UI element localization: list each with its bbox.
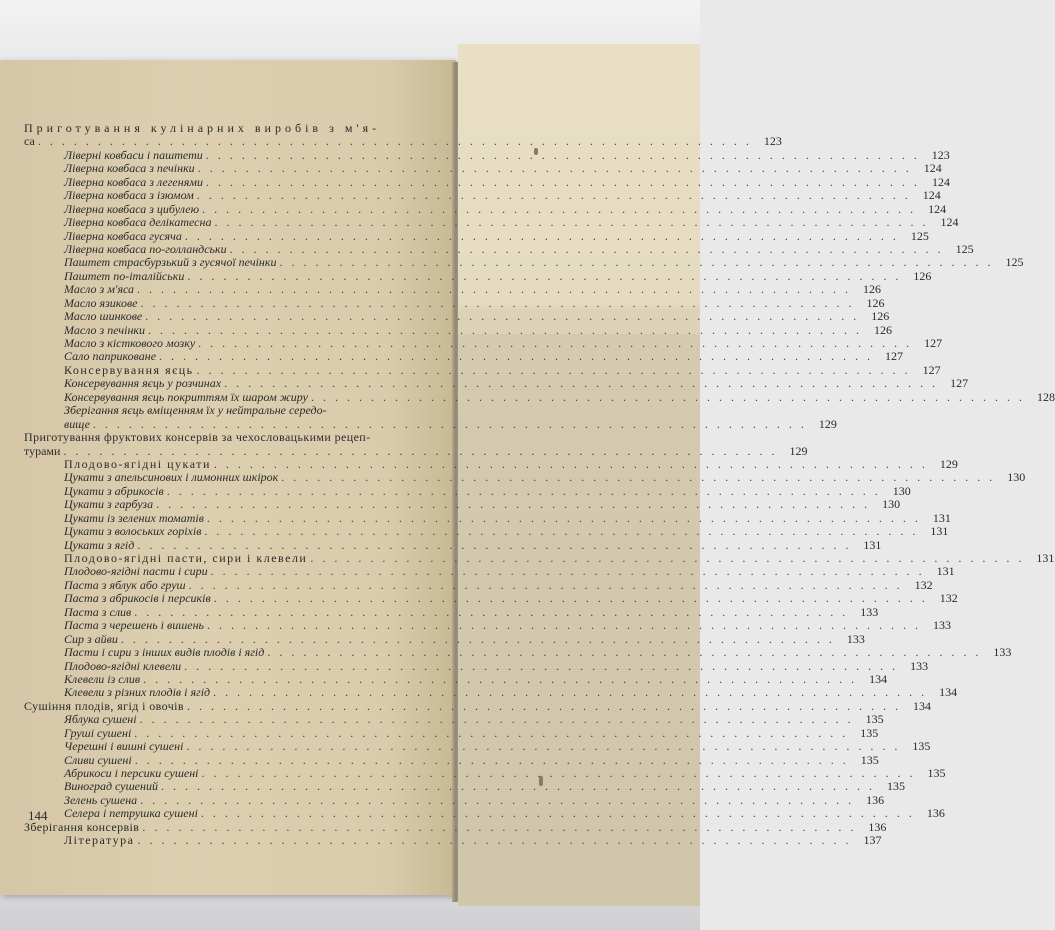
toc-entry-title: Паштет страсбурзький з гусячої печінки [64, 255, 277, 270]
toc-entry-page: 135 [860, 725, 879, 740]
toc-entry [24, 282, 882, 297]
toc-entry-page: 134 [912, 698, 931, 713]
dot-leader: . . . . . . . . . . . . . . . . . . . . . . . . . . . . . . . . . . . . . . . . . . . . . . . . . . . . . . . . . . . . [134, 752, 849, 767]
dot-leader: . . . . . . . . . . . . . . . . . . . . . . . . . . . . . . . . . . . . . . . . . . . . . . . . . . . . . . . . . . . . [279, 255, 994, 270]
dot-leader: . . . . . . . . . . . . . . . . . . . . . . . . . . . . . . . . . . . . . . . . . . . . . . . . . . . . . . . . . . . . [187, 268, 902, 283]
toc-entry-page: 127 [924, 336, 943, 350]
toc-entry [24, 456, 958, 471]
toc-entry-page: 129 [818, 416, 837, 431]
toc-entry-page: 123 [931, 147, 950, 162]
toc-entry-page: 133 [846, 631, 865, 646]
toc-entry-page: 132 [939, 591, 958, 606]
toc-entry-title: Абрикоси і персики сушені [64, 766, 199, 780]
dot-leader: . . . . . . . . . . . . . . . . . . . . . . . . . . . . . . . . . . . . . . . . . . . . . . . . . . . . . . . . . . . . [156, 497, 871, 512]
toc-entry-page: 129 [939, 456, 958, 471]
dot-leader: . . . . . . . . . . . . . . . . . . . . . . . . . . . . . . . . . . . . . . . . . . . . . . . . . . . . . . . . . . . . [137, 537, 852, 552]
toc-entry [24, 362, 941, 377]
toc-entry-title: Сир з айви [64, 631, 118, 646]
dot-leader: . . . . . . . . . . . . . . . . . . . . . . . . . . . . . . . . . . . . . . . . . . . . . . . . . . . . . . . . . . . . [281, 470, 996, 485]
dot-leader: . . . . . . . . . . . . . . . . . . . . . . . . . . . . . . . . . . . . . . . . . . . . . . . . . . . . . . . . . . . . [166, 483, 881, 498]
toc-entry [24, 470, 1026, 485]
toc-entry [24, 416, 837, 431]
dot-leader: . . . . . . . . . . . . . . . . . . . . . . . . . . . . . . . . . . . . . . . . . . . . . . . . . . . . . . . . . . . . [224, 376, 939, 391]
dot-leader: . . . . . . . . . . . . . . . . . . . . . . . . . . . . . . . . . . . . . . . . . . . . . . . . . . . . . . . . . . . . [201, 766, 916, 780]
toc-entry [24, 228, 929, 243]
toc-entry-page: 126 [863, 282, 882, 297]
toc-entry [24, 766, 946, 780]
toc-entry [24, 122, 440, 135]
toc-entry [24, 255, 1024, 270]
toc-entry-title: Черешні і вишні сушені [64, 739, 184, 754]
toc-entry-title: Ліверна ковбаса з печінки [64, 161, 195, 176]
dot-leader: . . . . . . . . . . . . . . . . . . . . . . . . . . . . . . . . . . . . . . . . . . . . . . . . . . . . . . . . . . . . [137, 282, 852, 297]
toc-entry-title: Яблука сушені [64, 712, 137, 727]
toc-entry-title: Плодово-ягідні клевели [64, 658, 182, 673]
toc-entry [24, 524, 949, 539]
toc-entry [24, 404, 440, 417]
toc-entry-page: 135 [912, 739, 931, 754]
toc-entry-page: 127 [950, 376, 969, 391]
toc-entry-title: Паста з слив [64, 604, 132, 619]
toc-entry-page: 124 [931, 174, 950, 189]
dot-leader: . . . . . . . . . . . . . . . . . . . . . . . . . . . . . . . . . . . . . . . . . . . . . . . . . . . . . . . . . . . . [213, 685, 928, 700]
toc-entry-page: 127 [885, 349, 904, 364]
toc-entry [24, 443, 808, 458]
toc-entry-page: 136 [866, 792, 885, 807]
toc-entry-title: Ліверна ковбаса з легенями [64, 174, 203, 189]
toc-entry-title: Консервування яєць покриттям їх шаром жиру [64, 389, 308, 404]
toc-entry [24, 389, 1055, 404]
toc-entry-page: 124 [928, 201, 947, 216]
toc-entry-page: 136 [868, 819, 887, 834]
dot-leader: . . . . . . . . . . . . . . . . . . . . . . . . . . . . . . . . . . . . . . . . . . . . . . . . . . . . . . . . . . . . [137, 833, 852, 848]
toc-entry-title: Цукати із зелених томатів [64, 510, 204, 525]
dot-leader: . . . . . . . . . . . . . . . . . . . . . . . . . . . . . . . . . . . . . . . . . . . . . . . . . . . . . . . . . . . . [159, 349, 874, 364]
toc-entry-title: Плодово-ягідні пасти, сири і клевели [64, 551, 308, 565]
toc-entry-title: Виноград сушений [64, 779, 158, 794]
toc-entry-title: Цукати з гарбуза [64, 497, 154, 512]
toc-entry [24, 134, 782, 149]
toc-entry-title: Консервування яєць у розчинах [64, 376, 222, 391]
toc-entry [24, 241, 974, 256]
dot-leader: . . . . . . . . . . . . . . . . . . . . . . . . . . . . . . . . . . . . . . . . . . . . . . . . . . . . . . . . . . . . [206, 510, 921, 525]
toc-entry-title: Паста з черешень і вишень [64, 618, 205, 633]
dot-leader: . . . . . . . . . . . . . . . . . . . . . . . . . . . . . . . . . . . . . . . . . . . . . . . . . . . . . . . . . . . . [197, 161, 912, 176]
toc-entry-title: са [24, 134, 35, 149]
page-number: 144 [28, 808, 48, 823]
toc-entry-page: 135 [927, 766, 946, 780]
dot-leader: . . . . . . . . . . . . . . . . . . . . . . . . . . . . . . . . . . . . . . . . . . . . . . . . . . . . . . . . . . . . [148, 322, 863, 337]
toc-entry [24, 268, 932, 283]
toc-entry-page: 135 [865, 712, 884, 727]
toc-entry-title: Масло з печінки [64, 322, 146, 337]
dot-leader: . . . . . . . . . . . . . . . . . . . . . . . . . . . . . . . . . . . . . . . . . . . . . . . . . . . . . . . . . . . . [134, 725, 849, 740]
dot-leader: . . . . . . . . . . . . . . . . . . . . . . . . . . . . . . . . . . . . . . . . . . . . . . . . . . . . . . . . . . . . [229, 241, 944, 256]
dot-leader: . . . . . . . . . . . . . . . . . . . . . . . . . . . . . . . . . . . . . . . . . . . . . . . . . . . . . . . . . . . . [310, 389, 1025, 404]
toc-entry-page: 126 [866, 295, 885, 310]
dot-leader: . . . . . . . . . . . . . . . . . . . . . . . . . . . . . . . . . . . . . . . . . . . . . . . . . . . . . . . . . . . . [37, 134, 752, 149]
dot-leader: . . . . . . . . . . . . . . . . . . . . . . . . . . . . . . . . . . . . . . . . . . . . . . . . . . . . . . . . . . . . [213, 591, 928, 606]
toc-entry-title: Сливи сушені [64, 752, 132, 767]
dot-leader: . . . . . . . . . . . . . . . . . . . . . . . . . . . . . . . . . . . . . . . . . . . . . . . . . . . . . . . . . . . . [142, 819, 857, 834]
dot-leader: . . . . . . . . . . . . . . . . . . . . . . . . . . . . . . . . . . . . . . . . . . . . . . . . . . . . . . . . . . . . [184, 658, 899, 673]
toc-entry-page: 124 [923, 161, 942, 176]
toc-entry-title: Клевели з різних плодів і ягід [64, 685, 211, 700]
toc-entry-title: Цукати з абрикосів [64, 483, 164, 498]
dot-leader: . . . . . . . . . . . . . . . . . . . . . . . . . . . . . . . . . . . . . . . . . . . . . . . . . . . . . . . . . . . . [186, 698, 901, 713]
toc-entry-page: 131 [932, 510, 951, 525]
dot-leader: . . . . . . . . . . . . . . . . . . . . . . . . . . . . . . . . . . . . . . . . . . . . . . . . . . . . . . . . . . . . [196, 188, 911, 203]
toc-entry-title: Селера і петрушка сушені [64, 806, 198, 821]
dot-leader: . . . . . . . . . . . . . . . . . . . . . . . . . . . . . . . . . . . . . . . . . . . . . . . . . . . . . . . . . . . . [139, 712, 854, 727]
dot-leader: . . . . . . . . . . . . . . . . . . . . . . . . . . . . . . . . . . . . . . . . . . . . . . . . . . . . . . . . . . . . [140, 295, 855, 310]
dot-leader: . . . . . . . . . . . . . . . . . . . . . . . . . . . . . . . . . . . . . . . . . . . . . . . . . . . . . . . . . . . . [92, 416, 807, 431]
toc-entry-title: Паста з яблук або груш [64, 577, 186, 592]
toc-entry-page: 125 [1005, 255, 1024, 270]
toc-entry [24, 336, 943, 350]
table-of-contents [24, 121, 1055, 848]
toc-entry-title: Ліверна ковбаса гусяча [64, 228, 182, 243]
toc-entry [24, 510, 951, 525]
toc-entry-page: 131 [1036, 551, 1055, 565]
toc-entry-title: Сало паприковане [64, 349, 157, 364]
toc-entry-page: 130 [882, 497, 901, 512]
dot-leader: . . . . . . . . . . . . . . . . . . . . . . . . . . . . . . . . . . . . . . . . . . . . . . . . . . . . . . . . . . . . [207, 618, 922, 633]
toc-entry-page: 128 [1036, 389, 1055, 404]
toc-entry [24, 725, 879, 740]
toc-entry [24, 792, 885, 807]
toc-entry-title: вище [64, 416, 90, 431]
dot-leader: . . . . . . . . . . . . . . . . . . . . . . . . . . . . . . . . . . . . . . . . . . . . . . . . . . . . . . . . . . . . [214, 215, 929, 230]
toc-entry-page: 131 [863, 537, 882, 552]
toc-entry [24, 376, 969, 391]
toc-entry [24, 833, 882, 848]
toc-entry-page: 132 [914, 577, 933, 592]
toc-entry [24, 147, 950, 162]
toc-entry-page: 124 [940, 215, 959, 230]
toc-entry-page: 127 [922, 362, 941, 377]
toc-entry-page: 126 [913, 268, 932, 283]
toc-entry [24, 658, 929, 673]
toc-entry [24, 201, 947, 216]
toc-entry [24, 685, 958, 700]
toc-entry-page: 133 [993, 645, 1012, 660]
toc-entry-title: Ліверна ковбаса з ізюмом [64, 188, 194, 203]
dot-leader: . . . . . . . . . . . . . . . . . . . . . . . . . . . . . . . . . . . . . . . . . . . . . . . . . . . . . . . . . . . . [210, 564, 925, 579]
toc-entry-title: Зберігання консервів [24, 819, 140, 834]
toc-entry [24, 174, 950, 189]
toc-entry-title: Консервування яєць [64, 362, 194, 377]
toc-entry-title: Приготування кулінарних виробів з м'я- [24, 121, 381, 135]
toc-entry [24, 752, 879, 767]
toc-entry-page: 130 [1007, 470, 1026, 485]
toc-entry-page: 130 [892, 483, 911, 498]
toc-entry [24, 431, 440, 444]
toc-entry-page: 135 [860, 752, 879, 767]
dot-leader: . . . . . . . . . . . . . . . . . . . . . . . . . . . . . . . . . . . . . . . . . . . . . . . . . . . . . . . . . . . . [160, 779, 875, 794]
toc-entry-title: турами [24, 443, 61, 458]
toc-entry [24, 322, 893, 337]
dot-leader: . . . . . . . . . . . . . . . . . . . . . . . . . . . . . . . . . . . . . . . . . . . . . . . . . . . . . . . . . . . . [267, 645, 982, 660]
toc-entry [24, 712, 884, 727]
toc-entry [24, 591, 958, 606]
toc-entry [24, 577, 933, 592]
dot-leader: . . . . . . . . . . . . . . . . . . . . . . . . . . . . . . . . . . . . . . . . . . . . . . . . . . . . . . . . . . . . [63, 443, 778, 458]
toc-entry-page: 131 [930, 524, 949, 539]
toc-entry-page: 134 [939, 685, 958, 700]
toc-entry [24, 631, 865, 646]
dot-leader: . . . . . . . . . . . . . . . . . . . . . . . . . . . . . . . . . . . . . . . . . . . . . . . . . . . . . . . . . . . . [145, 309, 860, 324]
toc-entry-page: 125 [910, 228, 929, 243]
toc-entry [24, 483, 911, 498]
dot-leader: . . . . . . . . . . . . . . . . . . . . . . . . . . . . . . . . . . . . . . . . . . . . . . . . . . . . . . . . . . . . [205, 174, 920, 189]
toc-entry [24, 671, 888, 686]
toc-entry-title: Масло шинкове [64, 309, 143, 324]
toc-entry-title: Масло з м'яса [64, 282, 135, 297]
toc-entry-title: Ліверна ковбаса по-голландськи [64, 241, 227, 256]
toc-entry-title: Паштет по-італійськи [64, 268, 185, 283]
toc-entry-page: 124 [922, 188, 941, 203]
toc-entry [24, 497, 901, 512]
toc-entry-title: Ліверні ковбаси і паштети [64, 147, 203, 162]
toc-entry-page: 129 [789, 443, 808, 458]
toc-entry-title: Приготування фруктових консервів за чехословацькими рецеп- [24, 430, 371, 445]
dot-leader: . . . . . . . . . . . . . . . . . . . . . . . . . . . . . . . . . . . . . . . . . . . . . . . . . . . . . . . . . . . . [202, 201, 917, 216]
toc-entry-title: Зберігання яєць вміщенням їх у нейтральне середо- [64, 403, 327, 418]
dot-leader: . . . . . . . . . . . . . . . . . . . . . . . . . . . . . . . . . . . . . . . . . . . . . . . . . . . . . . . . . . . . [310, 551, 1025, 565]
dot-leader: . . . . . . . . . . . . . . . . . . . . . . . . . . . . . . . . . . . . . . . . . . . . . . . . . . . . . . . . . . . . [184, 228, 899, 243]
dot-leader: . . . . . . . . . . . . . . . . . . . . . . . . . . . . . . . . . . . . . . . . . . . . . . . . . . . . . . . . . . . . [188, 577, 903, 592]
dot-leader: . . . . . . . . . . . . . . . . . . . . . . . . . . . . . . . . . . . . . . . . . . . . . . . . . . . . . . . . . . . . [200, 806, 915, 821]
toc-entry-page: 137 [863, 833, 882, 848]
toc-entry-title: Плодово-ягідні цукати [64, 456, 211, 471]
toc-entry [24, 295, 885, 310]
dot-leader: . . . . . . . . . . . . . . . . . . . . . . . . . . . . . . . . . . . . . . . . . . . . . . . . . . . . . . . . . . . . [205, 147, 920, 162]
toc-entry-title: Ліверна ковбаса з цибулею [64, 201, 200, 216]
toc-entry-page: 126 [874, 322, 893, 337]
toc-entry [24, 215, 959, 230]
toc-entry-page: 131 [936, 564, 955, 579]
toc-entry-title: Література [64, 833, 135, 848]
dot-leader: . . . . . . . . . . . . . . . . . . . . . . . . . . . . . . . . . . . . . . . . . . . . . . . . . . . . . . . . . . . . [213, 456, 928, 471]
toc-entry [24, 819, 887, 834]
toc-entry [24, 309, 890, 324]
toc-entry [24, 806, 945, 821]
toc-entry-title: Масло з кісткового мозку [64, 336, 196, 350]
toc-entry [24, 537, 882, 552]
toc-entry [24, 779, 905, 794]
toc-entry [24, 739, 931, 754]
dot-leader: . . . . . . . . . . . . . . . . . . . . . . . . . . . . . . . . . . . . . . . . . . . . . . . . . . . . . . . . . . . . [143, 671, 858, 686]
dot-leader: . . . . . . . . . . . . . . . . . . . . . . . . . . . . . . . . . . . . . . . . . . . . . . . . . . . . . . . . . . . . [204, 524, 919, 539]
dot-leader: . . . . . . . . . . . . . . . . . . . . . . . . . . . . . . . . . . . . . . . . . . . . . . . . . . . . . . . . . . . . [140, 792, 855, 807]
dot-leader: . . . . . . . . . . . . . . . . . . . . . . . . . . . . . . . . . . . . . . . . . . . . . . . . . . . . . . . . . . . . [186, 739, 901, 754]
toc-entry-title: Зелень сушена [64, 792, 138, 807]
toc-entry [24, 349, 904, 364]
toc-entry-page: 136 [926, 806, 945, 821]
toc-entry [24, 698, 931, 713]
dot-leader: . . . . . . . . . . . . . . . . . . . . . . . . . . . . . . . . . . . . . . . . . . . . . . . . . . . . . . . . . . . . [134, 604, 849, 619]
toc-entry [24, 618, 952, 633]
toc-entry-title: Цукати з волоських горіхів [64, 524, 202, 539]
toc-entry-page: 133 [860, 604, 879, 619]
toc-entry [24, 604, 879, 619]
toc-entry-title: Пасти і сири з інших видів плодів і ягід [64, 645, 265, 660]
toc-entry-title: Сушіння плодів, ягід і овочів [24, 698, 184, 713]
toc-entry-title: Клевели із слив [64, 671, 141, 686]
dot-leader: . . . . . . . . . . . . . . . . . . . . . . . . . . . . . . . . . . . . . . . . . . . . . . . . . . . . . . . . . . . . [120, 631, 835, 646]
toc-entry-title: Цукати з ягід [64, 537, 135, 552]
toc-entry-title: Ліверна ковбаса делікатесна [64, 215, 212, 230]
toc-entry [24, 551, 1055, 565]
toc-entry-title: Груші сушені [64, 725, 132, 740]
toc-entry [24, 564, 955, 579]
toc-entry [24, 188, 941, 203]
toc-entry-page: 134 [869, 671, 888, 686]
toc-entry-title: Плодово-ягідні пасти і сири [64, 564, 208, 579]
dot-leader: . . . . . . . . . . . . . . . . . . . . . . . . . . . . . . . . . . . . . . . . . . . . . . . . . . . . . . . . . . . . [198, 336, 913, 350]
toc-entry-page: 125 [955, 241, 974, 256]
toc-entry [24, 645, 1012, 660]
toc-entry-title: Цукати з апельсинових і лимонних шкірок [64, 470, 279, 485]
toc-entry-page: 123 [763, 134, 782, 149]
toc-entry-page: 126 [871, 309, 890, 324]
toc-entry [24, 161, 942, 176]
toc-entry-title: Масло язикове [64, 295, 138, 310]
toc-entry-page: 133 [933, 618, 952, 633]
toc-entry-page: 135 [886, 779, 905, 794]
toc-entry-title: Паста з абрикосів і персиків [64, 591, 211, 606]
dot-leader: . . . . . . . . . . . . . . . . . . . . . . . . . . . . . . . . . . . . . . . . . . . . . . . . . . . . . . . . . . . . [196, 362, 911, 377]
toc-entry-page: 133 [910, 658, 929, 673]
